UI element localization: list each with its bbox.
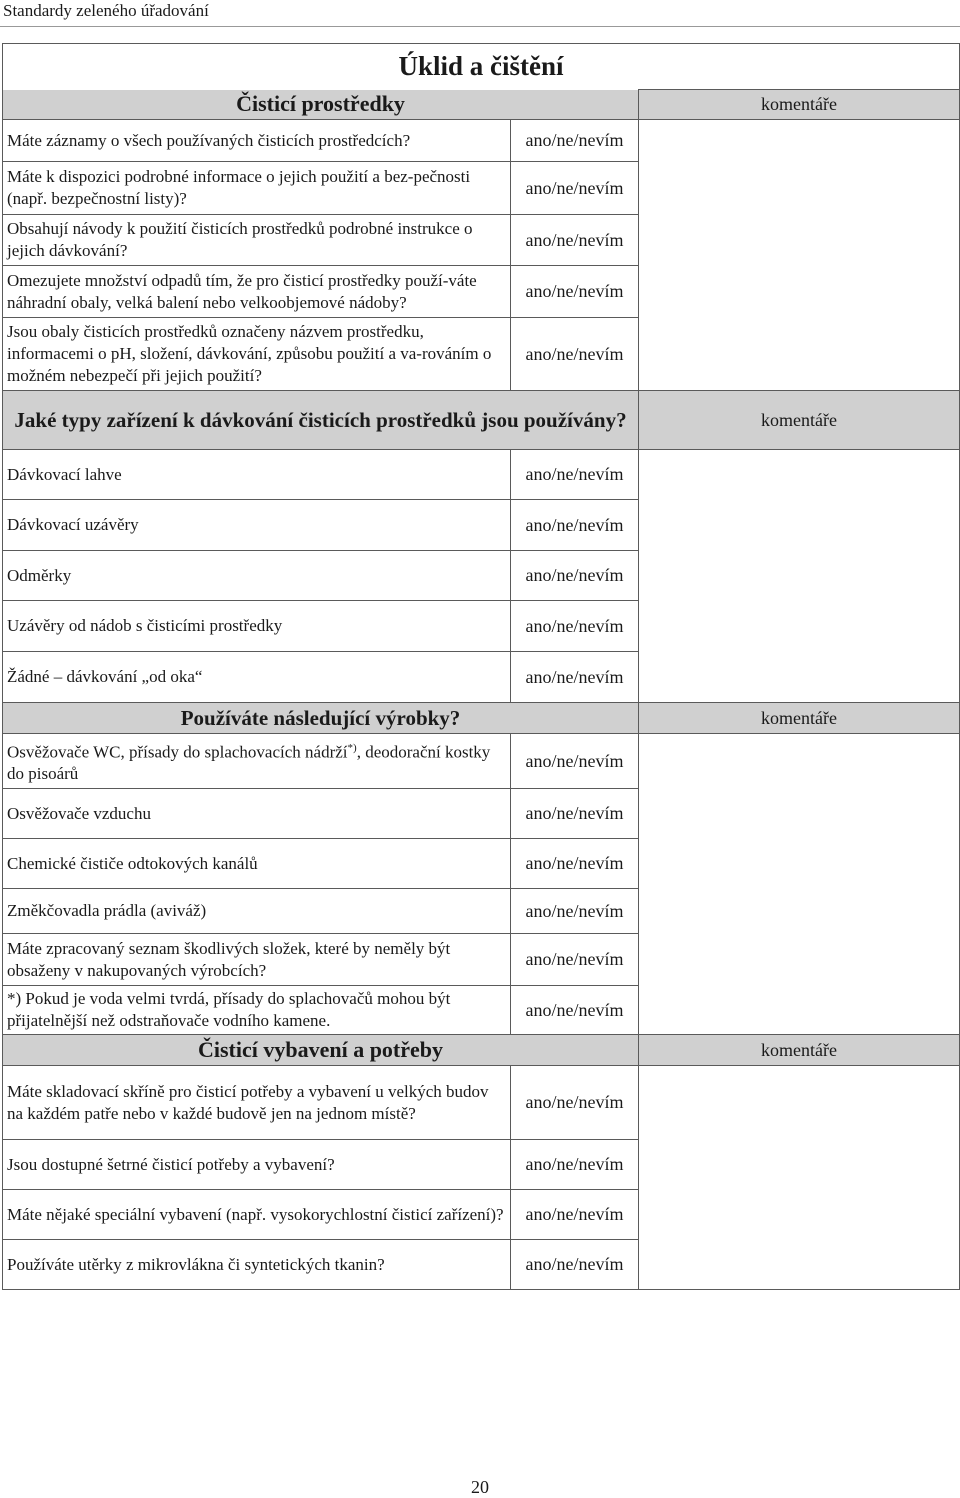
- footnote-text: *) Pokud je voda velmi tvrdá, přísady do splachovačů mohou být přijatelnější než odstraňovače vodního kamene.: [3, 986, 511, 1035]
- section-header-row: [3, 90, 960, 120]
- section-heading: Používáte následující výrobky?: [3, 703, 639, 734]
- answer-cell[interactable]: ano/ne/nevím: [511, 318, 639, 391]
- answer-cell[interactable]: ano/ne/nevím: [511, 215, 639, 266]
- question-text: Obsahují návody k použití čisticích prostředků podrobné instrukce o jejich dávkování?: [3, 215, 511, 266]
- answer-cell[interactable]: ano/ne/nevím: [511, 889, 639, 934]
- title-row: [3, 44, 960, 90]
- question-text: Jsou dostupné šetrné čisticí potřeby a vybavení?: [3, 1140, 511, 1190]
- question-row: [3, 120, 960, 162]
- question-text-part: , deodorační kostky do pisoárů: [7, 742, 491, 784]
- comment-column-heading: komentáře: [639, 391, 960, 450]
- answer-cell[interactable]: ano/ne/nevím: [511, 601, 639, 652]
- question-text: Žádné – dávkování „od oka“: [3, 652, 511, 703]
- answer-cell[interactable]: ano/ne/nevím: [511, 162, 639, 215]
- question-text: Dávkovací lahve: [3, 450, 511, 500]
- question-text-part: Osvěžovače WC, přísady do splachovacích nádrží: [7, 742, 348, 762]
- answer-cell[interactable]: ano/ne/nevím: [511, 266, 639, 318]
- question-text: Máte nějaké speciální vybavení (např. vysokorychlostní čisticí zařízení)?: [3, 1190, 511, 1240]
- page-number: 20: [471, 1477, 489, 1497]
- section-heading: Čisticí vybavení a potřeby: [3, 1035, 639, 1066]
- section-heading: Čisticí prostředky: [3, 90, 639, 120]
- answer-cell[interactable]: ano/ne/nevím: [511, 1240, 639, 1290]
- answer-cell[interactable]: ano/ne/nevím: [511, 450, 639, 500]
- answer-cell[interactable]: ano/ne/nevím: [511, 500, 639, 551]
- question-text: Omezujete množství odpadů tím, že pro čisticí prostředky použí-váte náhradní obaly, velká balení nebo velkoobjemové nádoby?: [3, 266, 511, 318]
- cleaning-checklist-table: [2, 43, 960, 1290]
- document-title-cell: [3, 44, 960, 90]
- answer-cell[interactable]: ano/ne/nevím: [511, 986, 639, 1035]
- section-header-row: [3, 391, 960, 450]
- question-text: Máte zpracovaný seznam škodlivých složek, které by neměly být obsaženy v nakupovaných výrobcích?: [3, 934, 511, 986]
- answer-cell[interactable]: ano/ne/nevím: [511, 652, 639, 703]
- comment-cell[interactable]: [639, 734, 960, 1035]
- section-header-row: [3, 1035, 960, 1066]
- question-text: Používáte utěrky z mikrovlákna či syntetických tkanin?: [3, 1240, 511, 1290]
- comment-cell[interactable]: [639, 1066, 960, 1290]
- answer-cell[interactable]: ano/ne/nevím: [511, 551, 639, 601]
- answer-cell[interactable]: ano/ne/nevím: [511, 789, 639, 839]
- answer-cell[interactable]: ano/ne/nevím: [511, 934, 639, 986]
- footnote-marker: *): [347, 741, 357, 754]
- answer-cell[interactable]: ano/ne/nevím: [511, 1190, 639, 1240]
- answer-cell[interactable]: ano/ne/nevím: [511, 1140, 639, 1190]
- section-heading: Jaké typy zařízení k dávkování čisticích prostředků jsou používány?: [3, 391, 639, 450]
- running-header: Standardy zeleného úřadování: [3, 1, 209, 20]
- document-title: Úklid a čištění: [398, 51, 564, 81]
- question-row: [3, 734, 960, 789]
- comment-column-heading: komentáře: [639, 1035, 960, 1066]
- header-rule: [0, 26, 960, 27]
- question-text: Jsou obaly čisticích prostředků označeny názvem prostředku, informacemi o pH, složení, dávkování, způsobu použití a va-rováním o možném nebezpečí při jejich použití?: [3, 318, 511, 391]
- section-header-row: [3, 703, 960, 734]
- question-row: [3, 1066, 960, 1140]
- question-row: [3, 450, 960, 500]
- comment-column-heading: komentáře: [639, 703, 960, 734]
- answer-cell[interactable]: ano/ne/nevím: [511, 120, 639, 162]
- comment-cell[interactable]: [639, 120, 960, 391]
- question-text: Odměrky: [3, 551, 511, 601]
- answer-cell[interactable]: ano/ne/nevím: [511, 734, 639, 789]
- question-text: Osvěžovače vzduchu: [3, 789, 511, 839]
- answer-cell[interactable]: ano/ne/nevím: [511, 1066, 639, 1140]
- question-text: [3, 734, 511, 789]
- question-text: Uzávěry od nádob s čisticími prostředky: [3, 601, 511, 652]
- question-text: Chemické čističe odtokových kanálů: [3, 839, 511, 889]
- question-text: Máte záznamy o všech používaných čisticích prostředcích?: [3, 120, 511, 162]
- comment-cell[interactable]: [639, 450, 960, 703]
- question-text: Dávkovací uzávěry: [3, 500, 511, 551]
- question-text: Změkčovadla prádla (aviváž): [3, 889, 511, 934]
- answer-cell[interactable]: ano/ne/nevím: [511, 839, 639, 889]
- question-text: Máte k dispozici podrobné informace o jejich použití a bez-pečnosti (např. bezpečnostní listy)?: [3, 162, 511, 215]
- comment-column-heading: komentáře: [639, 90, 960, 120]
- question-text: Máte skladovací skříně pro čisticí potřeby a vybavení u velkých budov na každém patře nebo v každé budově jen na jednom místě?: [3, 1066, 511, 1140]
